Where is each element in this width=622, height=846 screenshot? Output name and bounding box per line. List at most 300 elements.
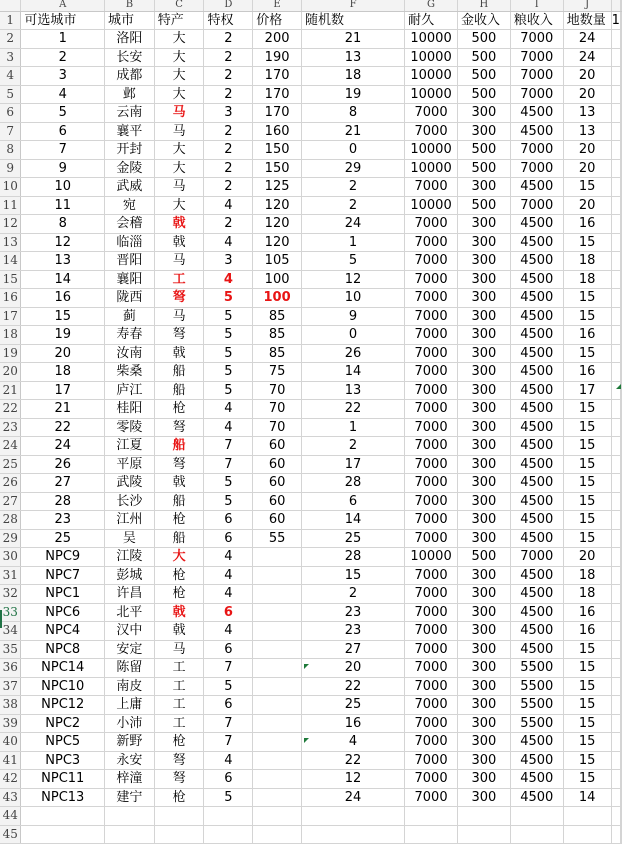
cell-f[interactable] — [301, 677, 404, 696]
column-header-a[interactable]: A — [21, 0, 105, 11]
cell-k[interactable] — [611, 603, 620, 622]
cell-k[interactable] — [611, 733, 620, 752]
cell-g[interactable] — [405, 548, 458, 567]
cell-b[interactable] — [105, 770, 155, 789]
cell-i[interactable] — [510, 307, 563, 326]
cell-h[interactable] — [457, 455, 510, 474]
row-number[interactable]: 36 — [0, 659, 21, 678]
cell-g[interactable] — [405, 122, 458, 141]
cell-a[interactable] — [21, 381, 105, 400]
cell-d[interactable] — [204, 252, 253, 271]
empty-cell[interactable] — [563, 825, 611, 844]
cell-e[interactable] — [253, 159, 302, 178]
cell-b[interactable] — [105, 326, 155, 345]
cell-i[interactable] — [510, 85, 563, 104]
cell-h[interactable] — [457, 252, 510, 271]
cell-h[interactable] — [457, 363, 510, 382]
cell-j[interactable] — [563, 492, 611, 511]
cell-a[interactable] — [21, 696, 105, 715]
cell-f[interactable] — [301, 492, 404, 511]
cell-j[interactable] — [563, 30, 611, 49]
cell-j[interactable] — [563, 159, 611, 178]
cell-g[interactable] — [405, 696, 458, 715]
row-number[interactable]: 45 — [0, 825, 21, 844]
cell-f[interactable] — [301, 67, 404, 86]
cell-c[interactable] — [154, 677, 204, 696]
cell-g[interactable] — [405, 474, 458, 493]
cell-i[interactable] — [510, 566, 563, 585]
cell-i[interactable] — [510, 511, 563, 530]
row-number[interactable]: 26 — [0, 474, 21, 493]
cell-b[interactable] — [105, 30, 155, 49]
cell-i[interactable] — [510, 252, 563, 271]
cell-b[interactable] — [105, 677, 155, 696]
cell-j[interactable] — [563, 381, 611, 400]
cell-j[interactable] — [563, 344, 611, 363]
cell-j[interactable] — [563, 141, 611, 160]
cell-g[interactable] — [405, 788, 458, 807]
cell-g[interactable] — [405, 85, 458, 104]
cell-f[interactable] — [301, 289, 404, 308]
cell-b[interactable] — [105, 215, 155, 234]
header-cell-e[interactable] — [253, 11, 302, 30]
cell-e[interactable] — [253, 548, 302, 567]
cell-e[interactable] — [253, 122, 302, 141]
header-cell-b[interactable] — [105, 11, 155, 30]
header-cell-j[interactable] — [563, 11, 611, 30]
cell-g[interactable] — [405, 104, 458, 123]
cell-b[interactable] — [105, 566, 155, 585]
cell-h[interactable] — [457, 215, 510, 234]
cell-b[interactable] — [105, 363, 155, 382]
cell-d[interactable] — [204, 640, 253, 659]
cell-i[interactable] — [510, 474, 563, 493]
cell-h[interactable] — [457, 714, 510, 733]
row-number[interactable]: 13 — [0, 233, 21, 252]
cell-i[interactable] — [510, 585, 563, 604]
cell-a[interactable] — [21, 196, 105, 215]
empty-cell[interactable] — [204, 825, 253, 844]
cell-a[interactable] — [21, 48, 105, 67]
cell-k[interactable] — [611, 215, 620, 234]
column-header-g[interactable]: G — [405, 0, 458, 11]
cell-h[interactable] — [457, 733, 510, 752]
cell-b[interactable] — [105, 492, 155, 511]
cell-g[interactable] — [405, 363, 458, 382]
column-header-k[interactable] — [611, 0, 620, 11]
cell-i[interactable] — [510, 418, 563, 437]
cell-f[interactable] — [301, 418, 404, 437]
cell-d[interactable] — [204, 733, 253, 752]
cell-j[interactable] — [563, 474, 611, 493]
header-cell-a[interactable] — [21, 11, 105, 30]
cell-g[interactable] — [405, 714, 458, 733]
column-header-h[interactable]: H — [457, 0, 510, 11]
cell-c[interactable] — [154, 455, 204, 474]
header-cell-g[interactable] — [405, 11, 458, 30]
cell-f[interactable] — [301, 104, 404, 123]
cell-d[interactable] — [204, 85, 253, 104]
cell-b[interactable] — [105, 474, 155, 493]
cell-f[interactable] — [301, 455, 404, 474]
cell-j[interactable] — [563, 622, 611, 641]
cell-f[interactable] — [301, 122, 404, 141]
cell-k[interactable] — [611, 67, 620, 86]
cell-k[interactable] — [611, 141, 620, 160]
cell-j[interactable] — [563, 104, 611, 123]
cell-h[interactable] — [457, 437, 510, 456]
cell-k[interactable] — [611, 474, 620, 493]
cell-b[interactable] — [105, 548, 155, 567]
cell-b[interactable] — [105, 307, 155, 326]
empty-cell[interactable] — [253, 807, 302, 826]
cell-a[interactable] — [21, 289, 105, 308]
cell-b[interactable] — [105, 104, 155, 123]
cell-j[interactable] — [563, 566, 611, 585]
row-number[interactable]: 14 — [0, 252, 21, 271]
cell-k[interactable] — [611, 48, 620, 67]
cell-g[interactable] — [405, 529, 458, 548]
cell-e[interactable] — [253, 85, 302, 104]
cell-c[interactable] — [154, 85, 204, 104]
cell-j[interactable] — [563, 585, 611, 604]
row-number[interactable]: 6 — [0, 104, 21, 123]
empty-cell[interactable] — [563, 807, 611, 826]
cell-d[interactable] — [204, 455, 253, 474]
cell-i[interactable] — [510, 48, 563, 67]
cell-a[interactable] — [21, 326, 105, 345]
cell-i[interactable] — [510, 289, 563, 308]
cell-a[interactable] — [21, 363, 105, 382]
cell-d[interactable] — [204, 751, 253, 770]
cell-f[interactable] — [301, 696, 404, 715]
empty-cell[interactable] — [105, 807, 155, 826]
column-header-b[interactable]: B — [105, 0, 155, 11]
cell-k[interactable] — [611, 270, 620, 289]
cell-d[interactable] — [204, 696, 253, 715]
empty-cell[interactable] — [204, 807, 253, 826]
cell-b[interactable] — [105, 585, 155, 604]
cell-e[interactable] — [253, 677, 302, 696]
row-number[interactable]: 42 — [0, 770, 21, 789]
cell-b[interactable] — [105, 344, 155, 363]
empty-cell[interactable] — [611, 807, 620, 826]
row-number[interactable]: 15 — [0, 270, 21, 289]
row-number[interactable]: 10 — [0, 178, 21, 197]
cell-j[interactable] — [563, 418, 611, 437]
cell-g[interactable] — [405, 326, 458, 345]
cell-j[interactable] — [563, 233, 611, 252]
cell-e[interactable] — [253, 566, 302, 585]
column-header-f[interactable]: F — [301, 0, 404, 11]
cell-g[interactable] — [405, 270, 458, 289]
cell-a[interactable] — [21, 640, 105, 659]
cell-f[interactable] — [301, 733, 404, 752]
cell-j[interactable] — [563, 270, 611, 289]
cell-d[interactable] — [204, 307, 253, 326]
cell-k[interactable] — [611, 492, 620, 511]
cell-e[interactable] — [253, 67, 302, 86]
cell-e[interactable] — [253, 492, 302, 511]
cell-h[interactable] — [457, 122, 510, 141]
cell-i[interactable] — [510, 788, 563, 807]
cell-b[interactable] — [105, 418, 155, 437]
cell-h[interactable] — [457, 474, 510, 493]
row-number[interactable]: 22 — [0, 400, 21, 419]
cell-j[interactable] — [563, 196, 611, 215]
cell-h[interactable] — [457, 659, 510, 678]
cell-j[interactable] — [563, 788, 611, 807]
cell-g[interactable] — [405, 492, 458, 511]
cell-g[interactable] — [405, 233, 458, 252]
cell-j[interactable] — [563, 363, 611, 382]
cell-g[interactable] — [405, 381, 458, 400]
cell-k[interactable] — [611, 659, 620, 678]
cell-h[interactable] — [457, 492, 510, 511]
cell-f[interactable] — [301, 566, 404, 585]
cell-f[interactable] — [301, 178, 404, 197]
cell-k[interactable] — [611, 85, 620, 104]
row-number[interactable]: 4 — [0, 67, 21, 86]
cell-a[interactable] — [21, 511, 105, 530]
cell-i[interactable] — [510, 677, 563, 696]
cell-f[interactable] — [301, 474, 404, 493]
cell-b[interactable] — [105, 696, 155, 715]
cell-d[interactable] — [204, 474, 253, 493]
cell-b[interactable] — [105, 159, 155, 178]
cell-h[interactable] — [457, 622, 510, 641]
cell-j[interactable] — [563, 770, 611, 789]
cell-c[interactable] — [154, 437, 204, 456]
cell-a[interactable] — [21, 603, 105, 622]
cell-k[interactable] — [611, 770, 620, 789]
column-header-e[interactable]: E — [253, 0, 302, 11]
cell-f[interactable] — [301, 252, 404, 271]
cell-d[interactable] — [204, 714, 253, 733]
cell-a[interactable] — [21, 418, 105, 437]
row-number[interactable]: 35 — [0, 640, 21, 659]
cell-c[interactable] — [154, 548, 204, 567]
cell-j[interactable] — [563, 178, 611, 197]
cell-d[interactable] — [204, 788, 253, 807]
cell-d[interactable] — [204, 141, 253, 160]
cell-i[interactable] — [510, 215, 563, 234]
cell-j[interactable] — [563, 548, 611, 567]
empty-cell[interactable] — [105, 825, 155, 844]
cell-k[interactable] — [611, 677, 620, 696]
cell-i[interactable] — [510, 622, 563, 641]
cell-g[interactable] — [405, 585, 458, 604]
cell-g[interactable] — [405, 418, 458, 437]
cell-j[interactable] — [563, 122, 611, 141]
cell-i[interactable] — [510, 437, 563, 456]
cell-e[interactable] — [253, 770, 302, 789]
cell-f[interactable] — [301, 603, 404, 622]
column-header-d[interactable]: D — [204, 0, 253, 11]
cell-h[interactable] — [457, 30, 510, 49]
cell-k[interactable] — [611, 788, 620, 807]
row-number[interactable]: 24 — [0, 437, 21, 456]
cell-k[interactable] — [611, 104, 620, 123]
cell-h[interactable] — [457, 696, 510, 715]
cell-e[interactable] — [253, 48, 302, 67]
cell-h[interactable] — [457, 677, 510, 696]
cell-c[interactable] — [154, 696, 204, 715]
cell-k[interactable] — [611, 751, 620, 770]
cell-i[interactable] — [510, 640, 563, 659]
cell-e[interactable] — [253, 603, 302, 622]
cell-g[interactable] — [405, 196, 458, 215]
cell-k[interactable] — [611, 122, 620, 141]
row-number[interactable]: 29 — [0, 529, 21, 548]
cell-k[interactable] — [611, 363, 620, 382]
row-number[interactable]: 43 — [0, 788, 21, 807]
cell-f[interactable] — [301, 381, 404, 400]
cell-e[interactable] — [253, 215, 302, 234]
cell-i[interactable] — [510, 733, 563, 752]
cell-d[interactable] — [204, 603, 253, 622]
row-number[interactable]: 19 — [0, 344, 21, 363]
row-number[interactable]: 8 — [0, 141, 21, 160]
cell-j[interactable] — [563, 659, 611, 678]
cell-f[interactable] — [301, 233, 404, 252]
cell-g[interactable] — [405, 603, 458, 622]
cell-h[interactable] — [457, 104, 510, 123]
cell-j[interactable] — [563, 696, 611, 715]
row-number[interactable]: 44 — [0, 807, 21, 826]
cell-c[interactable] — [154, 751, 204, 770]
cell-h[interactable] — [457, 400, 510, 419]
cell-a[interactable] — [21, 529, 105, 548]
cell-b[interactable] — [105, 48, 155, 67]
cell-i[interactable] — [510, 363, 563, 382]
cell-a[interactable] — [21, 270, 105, 289]
cell-b[interactable] — [105, 640, 155, 659]
cell-h[interactable] — [457, 326, 510, 345]
cell-c[interactable] — [154, 270, 204, 289]
cell-j[interactable] — [563, 677, 611, 696]
empty-cell[interactable] — [457, 825, 510, 844]
cell-h[interactable] — [457, 381, 510, 400]
cell-c[interactable] — [154, 48, 204, 67]
cell-e[interactable] — [253, 307, 302, 326]
cell-a[interactable] — [21, 677, 105, 696]
cell-c[interactable] — [154, 30, 204, 49]
cell-c[interactable] — [154, 326, 204, 345]
cell-e[interactable] — [253, 326, 302, 345]
cell-d[interactable] — [204, 566, 253, 585]
cell-g[interactable] — [405, 215, 458, 234]
cell-g[interactable] — [405, 141, 458, 160]
cell-k[interactable] — [611, 548, 620, 567]
cell-b[interactable] — [105, 529, 155, 548]
cell-i[interactable] — [510, 381, 563, 400]
cell-a[interactable] — [21, 455, 105, 474]
row-number[interactable]: 31 — [0, 566, 21, 585]
cell-f[interactable] — [301, 714, 404, 733]
cell-i[interactable] — [510, 270, 563, 289]
cell-e[interactable] — [253, 400, 302, 419]
cell-g[interactable] — [405, 622, 458, 641]
cell-k[interactable] — [611, 233, 620, 252]
cell-h[interactable] — [457, 788, 510, 807]
cell-b[interactable] — [105, 67, 155, 86]
header-cell-i[interactable] — [510, 11, 563, 30]
cell-c[interactable] — [154, 714, 204, 733]
cell-i[interactable] — [510, 492, 563, 511]
cell-g[interactable] — [405, 30, 458, 49]
cell-g[interactable] — [405, 48, 458, 67]
cell-i[interactable] — [510, 400, 563, 419]
cell-h[interactable] — [457, 770, 510, 789]
cell-g[interactable] — [405, 751, 458, 770]
cell-f[interactable] — [301, 788, 404, 807]
cell-i[interactable] — [510, 233, 563, 252]
cell-j[interactable] — [563, 603, 611, 622]
column-header-c[interactable]: C — [154, 0, 204, 11]
cell-j[interactable] — [563, 326, 611, 345]
cell-a[interactable] — [21, 307, 105, 326]
cell-c[interactable] — [154, 492, 204, 511]
row-number[interactable]: 25 — [0, 455, 21, 474]
cell-a[interactable] — [21, 474, 105, 493]
cell-k[interactable] — [611, 437, 620, 456]
cell-k[interactable] — [611, 196, 620, 215]
cell-d[interactable] — [204, 381, 253, 400]
cell-b[interactable] — [105, 437, 155, 456]
header-cell-d[interactable] — [204, 11, 253, 30]
cell-d[interactable] — [204, 159, 253, 178]
cell-j[interactable] — [563, 85, 611, 104]
cell-g[interactable] — [405, 307, 458, 326]
empty-cell[interactable] — [21, 807, 105, 826]
cell-c[interactable] — [154, 178, 204, 197]
cell-b[interactable] — [105, 233, 155, 252]
cell-i[interactable] — [510, 455, 563, 474]
row-number[interactable]: 5 — [0, 85, 21, 104]
cell-i[interactable] — [510, 344, 563, 363]
cell-d[interactable] — [204, 178, 253, 197]
cell-c[interactable] — [154, 659, 204, 678]
cell-f[interactable] — [301, 585, 404, 604]
cell-g[interactable] — [405, 640, 458, 659]
empty-cell[interactable] — [301, 807, 404, 826]
cell-i[interactable] — [510, 529, 563, 548]
cell-a[interactable] — [21, 252, 105, 271]
cell-g[interactable] — [405, 437, 458, 456]
cell-a[interactable] — [21, 344, 105, 363]
cell-a[interactable] — [21, 178, 105, 197]
cell-h[interactable] — [457, 178, 510, 197]
cell-g[interactable] — [405, 400, 458, 419]
cell-f[interactable] — [301, 307, 404, 326]
cell-k[interactable] — [611, 714, 620, 733]
header-cell-k[interactable] — [611, 11, 620, 30]
cell-k[interactable] — [611, 455, 620, 474]
cell-d[interactable] — [204, 344, 253, 363]
cell-e[interactable] — [253, 381, 302, 400]
cell-k[interactable] — [611, 326, 620, 345]
cell-e[interactable] — [253, 30, 302, 49]
cell-k[interactable] — [611, 159, 620, 178]
cell-g[interactable] — [405, 67, 458, 86]
row-number[interactable]: 11 — [0, 196, 21, 215]
cell-c[interactable] — [154, 159, 204, 178]
cell-e[interactable] — [253, 178, 302, 197]
cell-c[interactable] — [154, 640, 204, 659]
cell-k[interactable] — [611, 178, 620, 197]
cell-f[interactable] — [301, 344, 404, 363]
